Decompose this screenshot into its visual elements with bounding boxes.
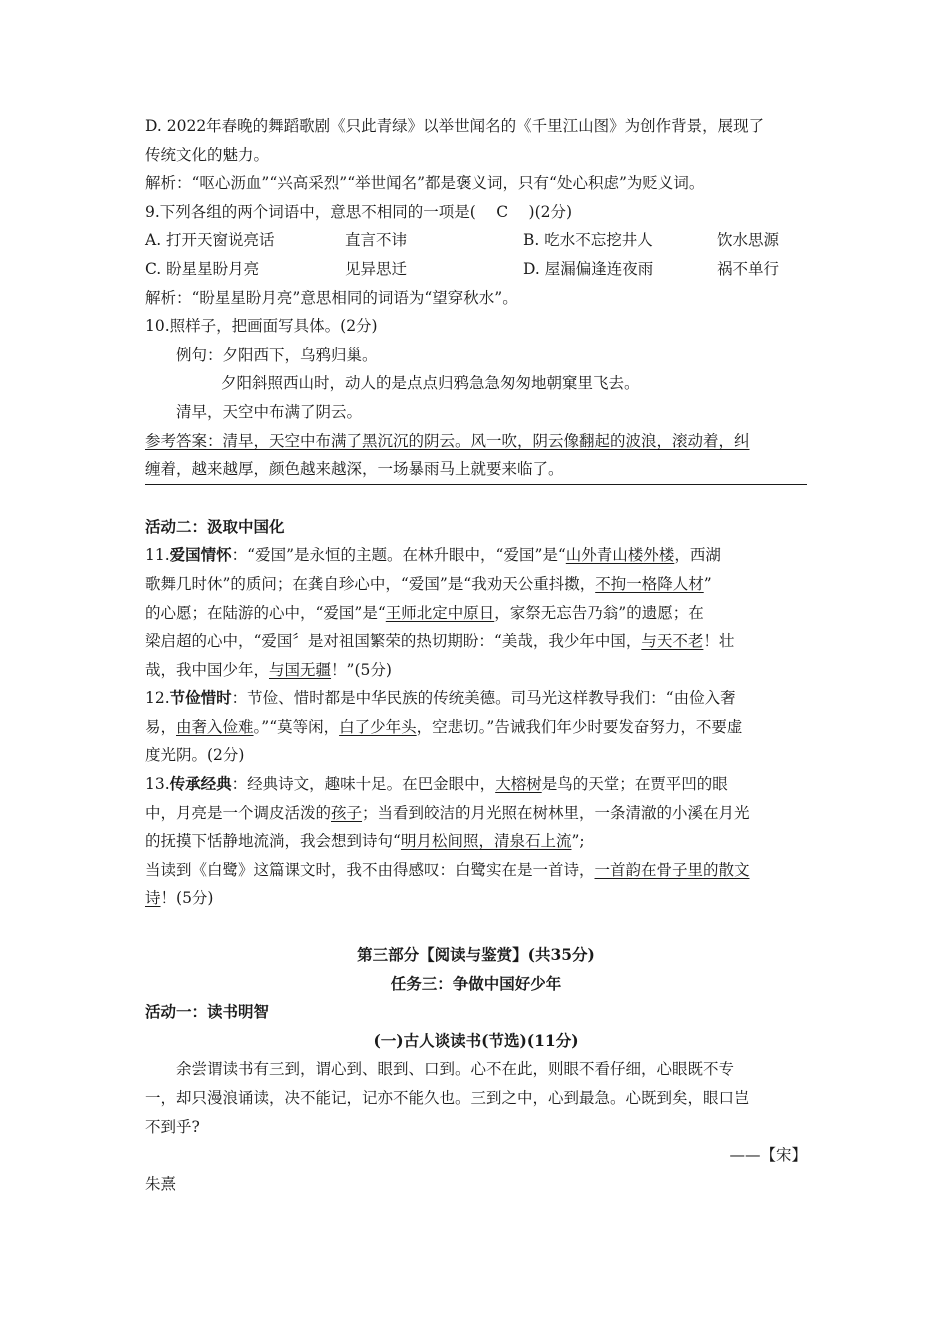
passage-title: (一)古人谈读书(节选)(11分) (373, 1030, 579, 1050)
q11-text: ！”(5分) (331, 660, 392, 679)
q12-number: 12. (145, 689, 170, 708)
part-three-title: 第三部分【阅读与鉴赏】(共35分) (357, 945, 595, 965)
q9-option-b-word: 饮水思源 (717, 231, 780, 250)
q8-option-d-line1: D. 2022年春晚的舞蹈歌剧《只此青绿》以举世闻名的《千里江山图》为创作背景，展现了 (145, 117, 765, 135)
q11-text: 的心愿；在陆游的心中，“爱国”是“ (145, 603, 386, 622)
q13-line4 (145, 856, 807, 885)
q13-line3 (145, 827, 807, 856)
q10-example-2: 夕阳斜照西山时，动人的是点点归鸦急急匆匆地朝窠里飞去。 (221, 374, 640, 393)
q12-line2 (145, 713, 807, 742)
q12-label: 节俭惜时 (169, 688, 232, 708)
q13-blank-4: 清泉石上流 (493, 832, 572, 851)
passage-author: 朱熹 (145, 1174, 177, 1193)
q11-line3 (145, 599, 807, 628)
passage-line2: 一，却只漫浪诵读，决不能记，记亦不能久也。三到之中，心到最急。心既到矣，眼口岂 (145, 1089, 750, 1107)
q11-text: 梁启超的心中，“爱国〞是对祖国繁荣的热切期盼：“美哉，我少年中国， (145, 632, 642, 651)
passage-attribution: ——【宋】 (729, 1146, 807, 1165)
q9-option-c: C. 盼星星盼月亮 (145, 259, 260, 278)
q11-blank-4: 与天不老 (641, 632, 704, 651)
q13-blank-6: 诗 (145, 889, 161, 908)
q13-blank-5: 一首韵在骨子里的散文 (594, 860, 750, 879)
q13-text: 是鸟的天堂；在贾平凹的眼 (541, 775, 728, 794)
q11-line1 (145, 541, 807, 570)
q8-analysis: 解析：“呕心沥血”“兴高采烈”“举世闻名”都是褒义词，只有“处心积虑”为贬义词。 (145, 174, 705, 193)
activity-one-title: 活动一：读书明智 (145, 1002, 270, 1022)
q11-text: 歌舞几时休”的质问；在龚自珍心中，“爱国”是“我劝天公重抖擞， (145, 574, 596, 593)
q11-line5 (145, 656, 807, 685)
q10-stem: 10.照样子，把画面写具体。(2分) (145, 317, 378, 336)
q13-text: 当读到《白鹭》这篇课文时，我不由得感叹：白鹭实在是一首诗， (145, 860, 595, 879)
q11-text: ！壮 (703, 632, 735, 651)
q9-option-d-word: 祸不单行 (717, 259, 780, 278)
q12-line3: 度光阴。(2分) (145, 746, 245, 765)
q13-text: ！(5分) (160, 889, 214, 908)
q12-text: ，空悲切。”告诫我们年少时要发奋努力，不要虚 (416, 717, 743, 736)
q9-options-ab (145, 226, 807, 255)
q13-line5 (145, 884, 807, 913)
q9-options-cd (145, 255, 807, 284)
q13-line2 (145, 799, 807, 828)
q9-analysis: 解析：“盼星星盼月亮”意思相同的词语为“望穿秋水”。 (145, 288, 518, 307)
q11-text: ，家祭无忘告乃翁”的遗愿；在 (494, 603, 704, 622)
exam-page (145, 112, 807, 1198)
q11-line2 (145, 570, 807, 599)
q10-answer-line2 (145, 455, 807, 485)
q13-label: 传承经典 (169, 774, 232, 794)
q10-answer-line1: 参考答案：清早，天空中布满了黑沉沉的阴云。风一吹，阴云像翻起的波浪，滚动着，纠 (145, 431, 750, 450)
q10-task: 清早，天空中布满了阴云。 (176, 402, 363, 421)
q12-text: 易， (145, 717, 177, 736)
passage-line3: 不到乎? (145, 1117, 200, 1136)
q11-label: 爱国情怀 (169, 545, 232, 565)
q11-line4 (145, 627, 807, 656)
q8-option-d-line2: 传统文化的魅力。 (145, 145, 270, 164)
q13-text: 中，月亮是一个调皮活泼的 (145, 803, 332, 822)
q12-line1 (145, 684, 807, 713)
activity-two-title: 活动二：汲取中国化 (145, 516, 285, 536)
task-three-title: 任务三：争做中国好少年 (390, 973, 562, 993)
q10-example-1: 例句：夕阳西下，乌鸦归巢。 (176, 345, 378, 364)
q12-blank-2: 白了少年头 (339, 717, 417, 736)
q12-text: 。”“莫等闲， (253, 717, 340, 736)
q9-option-a-word: 直言不讳 (345, 231, 408, 250)
q11-blank-3: 王师北定中原日 (385, 603, 495, 622)
q11-text: ” (703, 574, 712, 593)
q9-option-c-word: 见异思迁 (345, 259, 408, 278)
q11-text: 哉，我中国少年， (145, 660, 270, 679)
q13-text: ”; (571, 832, 585, 851)
q11-blank-5: 与国无疆 (269, 660, 332, 679)
q12-text: ：节俭、惜时都是中华民族的传统美德。司马光这样教导我们：“由俭入奢 (231, 689, 736, 708)
q13-text: 的抚摸下恬静地流淌，我会想到诗句“ (145, 832, 401, 851)
passage-line1: 余尝谓读书有三到，谓心到、眼到、口到。心不在此，则眼不看仔细，心眼既不专 (176, 1060, 735, 1079)
q13-blank-2: 孩子 (331, 803, 363, 822)
q9-option-d: D. 屋漏偏逢连夜雨 (523, 259, 654, 278)
q12-blank-1: 由奢入俭难 (176, 717, 254, 736)
q13-text: ：经典诗文，趣味十足。在巴金眼中， (231, 775, 496, 794)
q13-number: 13. (145, 775, 170, 794)
q13-blank-3: 明月松间照 (400, 832, 479, 851)
q13-text: ；当看到皎洁的月光照在树林里，一条清澈的小溪在月光 (362, 803, 750, 822)
q11-text: ，西湖 (674, 546, 721, 565)
q9-option-a: A. 打开天窗说亮话 (145, 231, 275, 250)
q13-text: ， (478, 832, 494, 851)
q11-blank-1: 山外青山楼外楼 (565, 546, 675, 565)
q13-line1 (145, 770, 807, 799)
q10-answer-text: 缠着，越来越厚，颜色越来越深，一场暴雨马上就要来临了。 (145, 460, 564, 479)
q11-blank-2: 不拘一格降人材 (595, 574, 704, 593)
q11-number: 11. (145, 546, 170, 565)
q9-stem: 9.下列各组的两个词语中，意思不相同的一项是( C )(2分) (145, 202, 573, 221)
q11-text: ：“爱国”是永恒的主题。在林升眼中，“爱国”是“ (231, 546, 566, 565)
q9-option-b: B. 吃水不忘挖井人 (523, 231, 653, 250)
q13-blank-1: 大榕树 (495, 775, 542, 794)
